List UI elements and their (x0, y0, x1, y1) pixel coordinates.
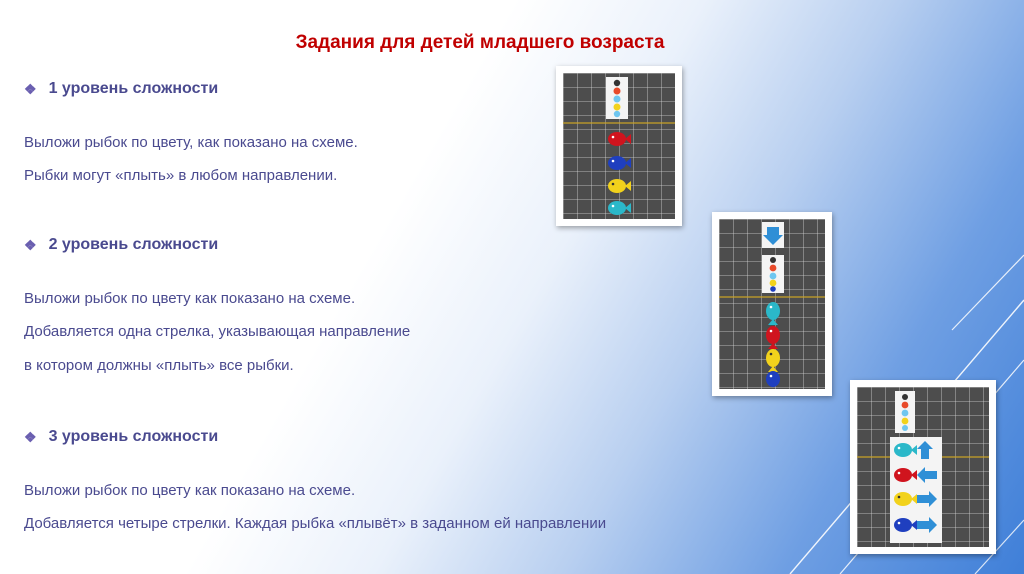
photo-level-1 (556, 66, 682, 226)
level-3-heading (24, 428, 218, 446)
level-2-heading-text: 2 уровень сложности (48, 236, 219, 253)
diamond-bullet-icon: ❖ (24, 428, 37, 445)
fish-board-level-2-image (719, 219, 825, 389)
level-2-line-2: Добавляется одна стрелка, указывающая направление (24, 323, 411, 340)
diamond-bullet-icon: ❖ (24, 236, 37, 253)
level-2-heading (24, 236, 218, 254)
level-3-line-1: Выложи рыбок по цвету как показано на схеме. (24, 482, 356, 499)
level-1-line-2: Рыбки могут «плыть» в любом направлении. (24, 167, 338, 184)
level-3-line-2: Добавляется четыре стрелки. Каждая рыбка «плывёт» в заданном ей направлении (24, 515, 607, 532)
photo-level-2 (712, 212, 832, 396)
slide-title: Задания для детей младшего возраста (295, 32, 665, 53)
level-1-line-1: Выложи рыбок по цвету, как показано на схеме. (24, 134, 358, 151)
photo-level-3 (850, 380, 996, 554)
level-1-heading-text: 1 уровень сложности (48, 80, 219, 97)
level-2-line-1: Выложи рыбок по цвету как показано на схеме. (24, 290, 356, 307)
level-2-line-3: в котором должны «плыть» все рыбки. (24, 357, 294, 374)
level-1-heading (24, 80, 218, 98)
level-3-heading-text: 3 уровень сложности (48, 428, 219, 445)
fish-board-level-3-image (857, 387, 989, 547)
diamond-bullet-icon: ❖ (24, 80, 37, 97)
fish-board-level-1-image (563, 73, 675, 219)
